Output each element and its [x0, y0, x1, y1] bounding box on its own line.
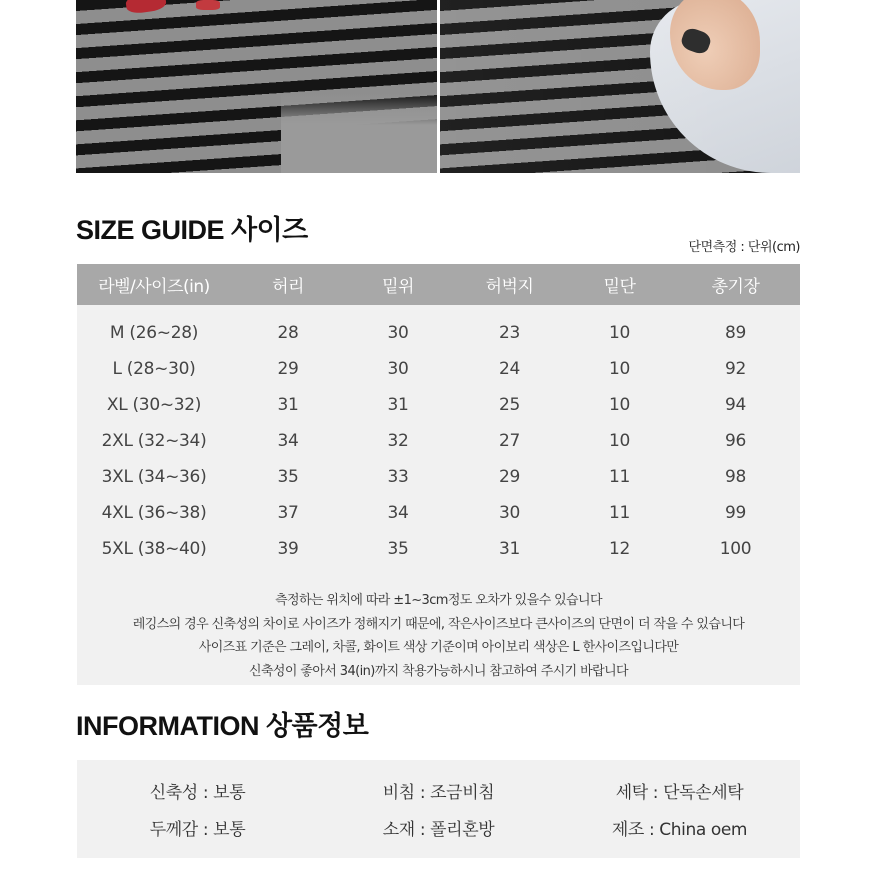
size-notes [77, 589, 800, 683]
table-row [77, 531, 800, 567]
table-cell: 31 [387, 395, 409, 415]
table-cell: 29 [498, 467, 521, 487]
table-row [77, 387, 800, 423]
table-cell: 34 [277, 431, 299, 451]
table-cell: 5XL (38~40) [101, 539, 207, 559]
size-guide-box [77, 264, 800, 685]
table-row [77, 459, 800, 495]
table-cell: 89 [724, 323, 747, 343]
header-cell: 밑위 [345, 264, 451, 305]
table-cell: 34 [387, 503, 409, 523]
size-table-body [77, 305, 800, 567]
table-cell: 100 [719, 539, 752, 559]
table-cell: 35 [277, 467, 299, 487]
table-cell: 96 [724, 431, 747, 451]
size-note: 측정하는 위치에 따라 ±1~3cm정도 오차가 있을수 있습니다 [275, 593, 602, 608]
header-cell: 총기장 [671, 264, 800, 305]
info-washing: 세탁 : 단독손세탁 [615, 783, 744, 803]
table-cell: 37 [277, 503, 299, 523]
information-title: INFORMATION 상품정보 [76, 711, 369, 741]
table-cell: 30 [498, 503, 521, 523]
table-row [77, 423, 800, 459]
header-cell: 허리 [231, 264, 345, 305]
size-note: 신축성이 좋아서 34(in)까지 착용가능하시니 참고하여 주시기 바랍니다 [249, 663, 628, 679]
table-row [77, 351, 800, 387]
table-cell: 27 [498, 431, 521, 451]
table-cell: 92 [724, 359, 747, 379]
table-cell: 4XL (36~38) [101, 503, 207, 523]
table-cell: 24 [498, 359, 521, 379]
table-row [77, 495, 800, 531]
info-sheerness: 비침 : 조금비침 [382, 783, 495, 803]
product-photo-strip [76, 0, 800, 173]
size-table-header [77, 264, 800, 305]
table-cell: 33 [387, 467, 409, 487]
table-cell: 11 [608, 467, 631, 487]
table-cell: 11 [608, 503, 631, 523]
info-stretch: 신축성 : 보통 [149, 783, 246, 803]
header-cell: 밑단 [568, 264, 671, 305]
size-note: 레깅스의 경우 신축성의 차이로 사이즈가 정해지기 때문에, 작은사이즈보다 큰사이즈의 단면이 더 작을 수 있습니다 [132, 616, 745, 632]
size-note: 사이즈표 기준은 그레이, 차콜, 화이트 색상 기준이며 아이보리 색상은 L 한사이즈입니다만 [198, 640, 679, 655]
table-row [77, 305, 800, 351]
table-cell: 28 [277, 323, 299, 343]
table-cell: 23 [498, 323, 521, 343]
table-cell: 10 [608, 395, 631, 415]
table-cell: XL (30~32) [106, 395, 202, 415]
table-cell: 35 [387, 539, 409, 559]
table-cell: 32 [387, 431, 409, 451]
product-photo-left [76, 0, 437, 173]
table-cell: 3XL (34~36) [101, 467, 207, 487]
size-guide-title: SIZE GUIDE 사이즈 [76, 215, 308, 245]
info-manufacture: 제조 : China oem [611, 820, 748, 840]
table-cell: 29 [277, 359, 299, 379]
table-cell: 94 [724, 395, 747, 415]
table-cell: 30 [387, 323, 409, 343]
header-cell: 허벅지 [451, 264, 568, 305]
information-box [77, 760, 800, 858]
table-cell: 10 [608, 359, 631, 379]
table-cell: 12 [608, 539, 631, 559]
table-cell: 39 [277, 539, 299, 559]
table-cell: 99 [724, 503, 747, 523]
table-cell: 10 [608, 431, 631, 451]
product-photo-right [440, 0, 801, 173]
info-thickness: 두께감 : 보통 [149, 820, 246, 840]
table-cell: 30 [387, 359, 409, 379]
table-cell: 31 [498, 539, 521, 559]
table-cell: M (26~28) [109, 323, 199, 343]
header-cell: 라벨/사이즈(in) [77, 264, 231, 305]
table-cell: 2XL (32~34) [101, 431, 207, 451]
table-cell: 98 [724, 467, 747, 487]
table-cell: 31 [277, 395, 299, 415]
table-cell: 25 [498, 395, 521, 415]
size-table [77, 264, 800, 567]
unit-note: 단면측정 : 단위(cm) [688, 240, 800, 255]
fabric-fold [281, 93, 437, 173]
table-cell: 10 [608, 323, 631, 343]
info-material: 소재 : 폴리혼방 [382, 820, 495, 840]
photo-overlay [440, 0, 801, 173]
table-cell: L (28~30) [112, 359, 196, 379]
